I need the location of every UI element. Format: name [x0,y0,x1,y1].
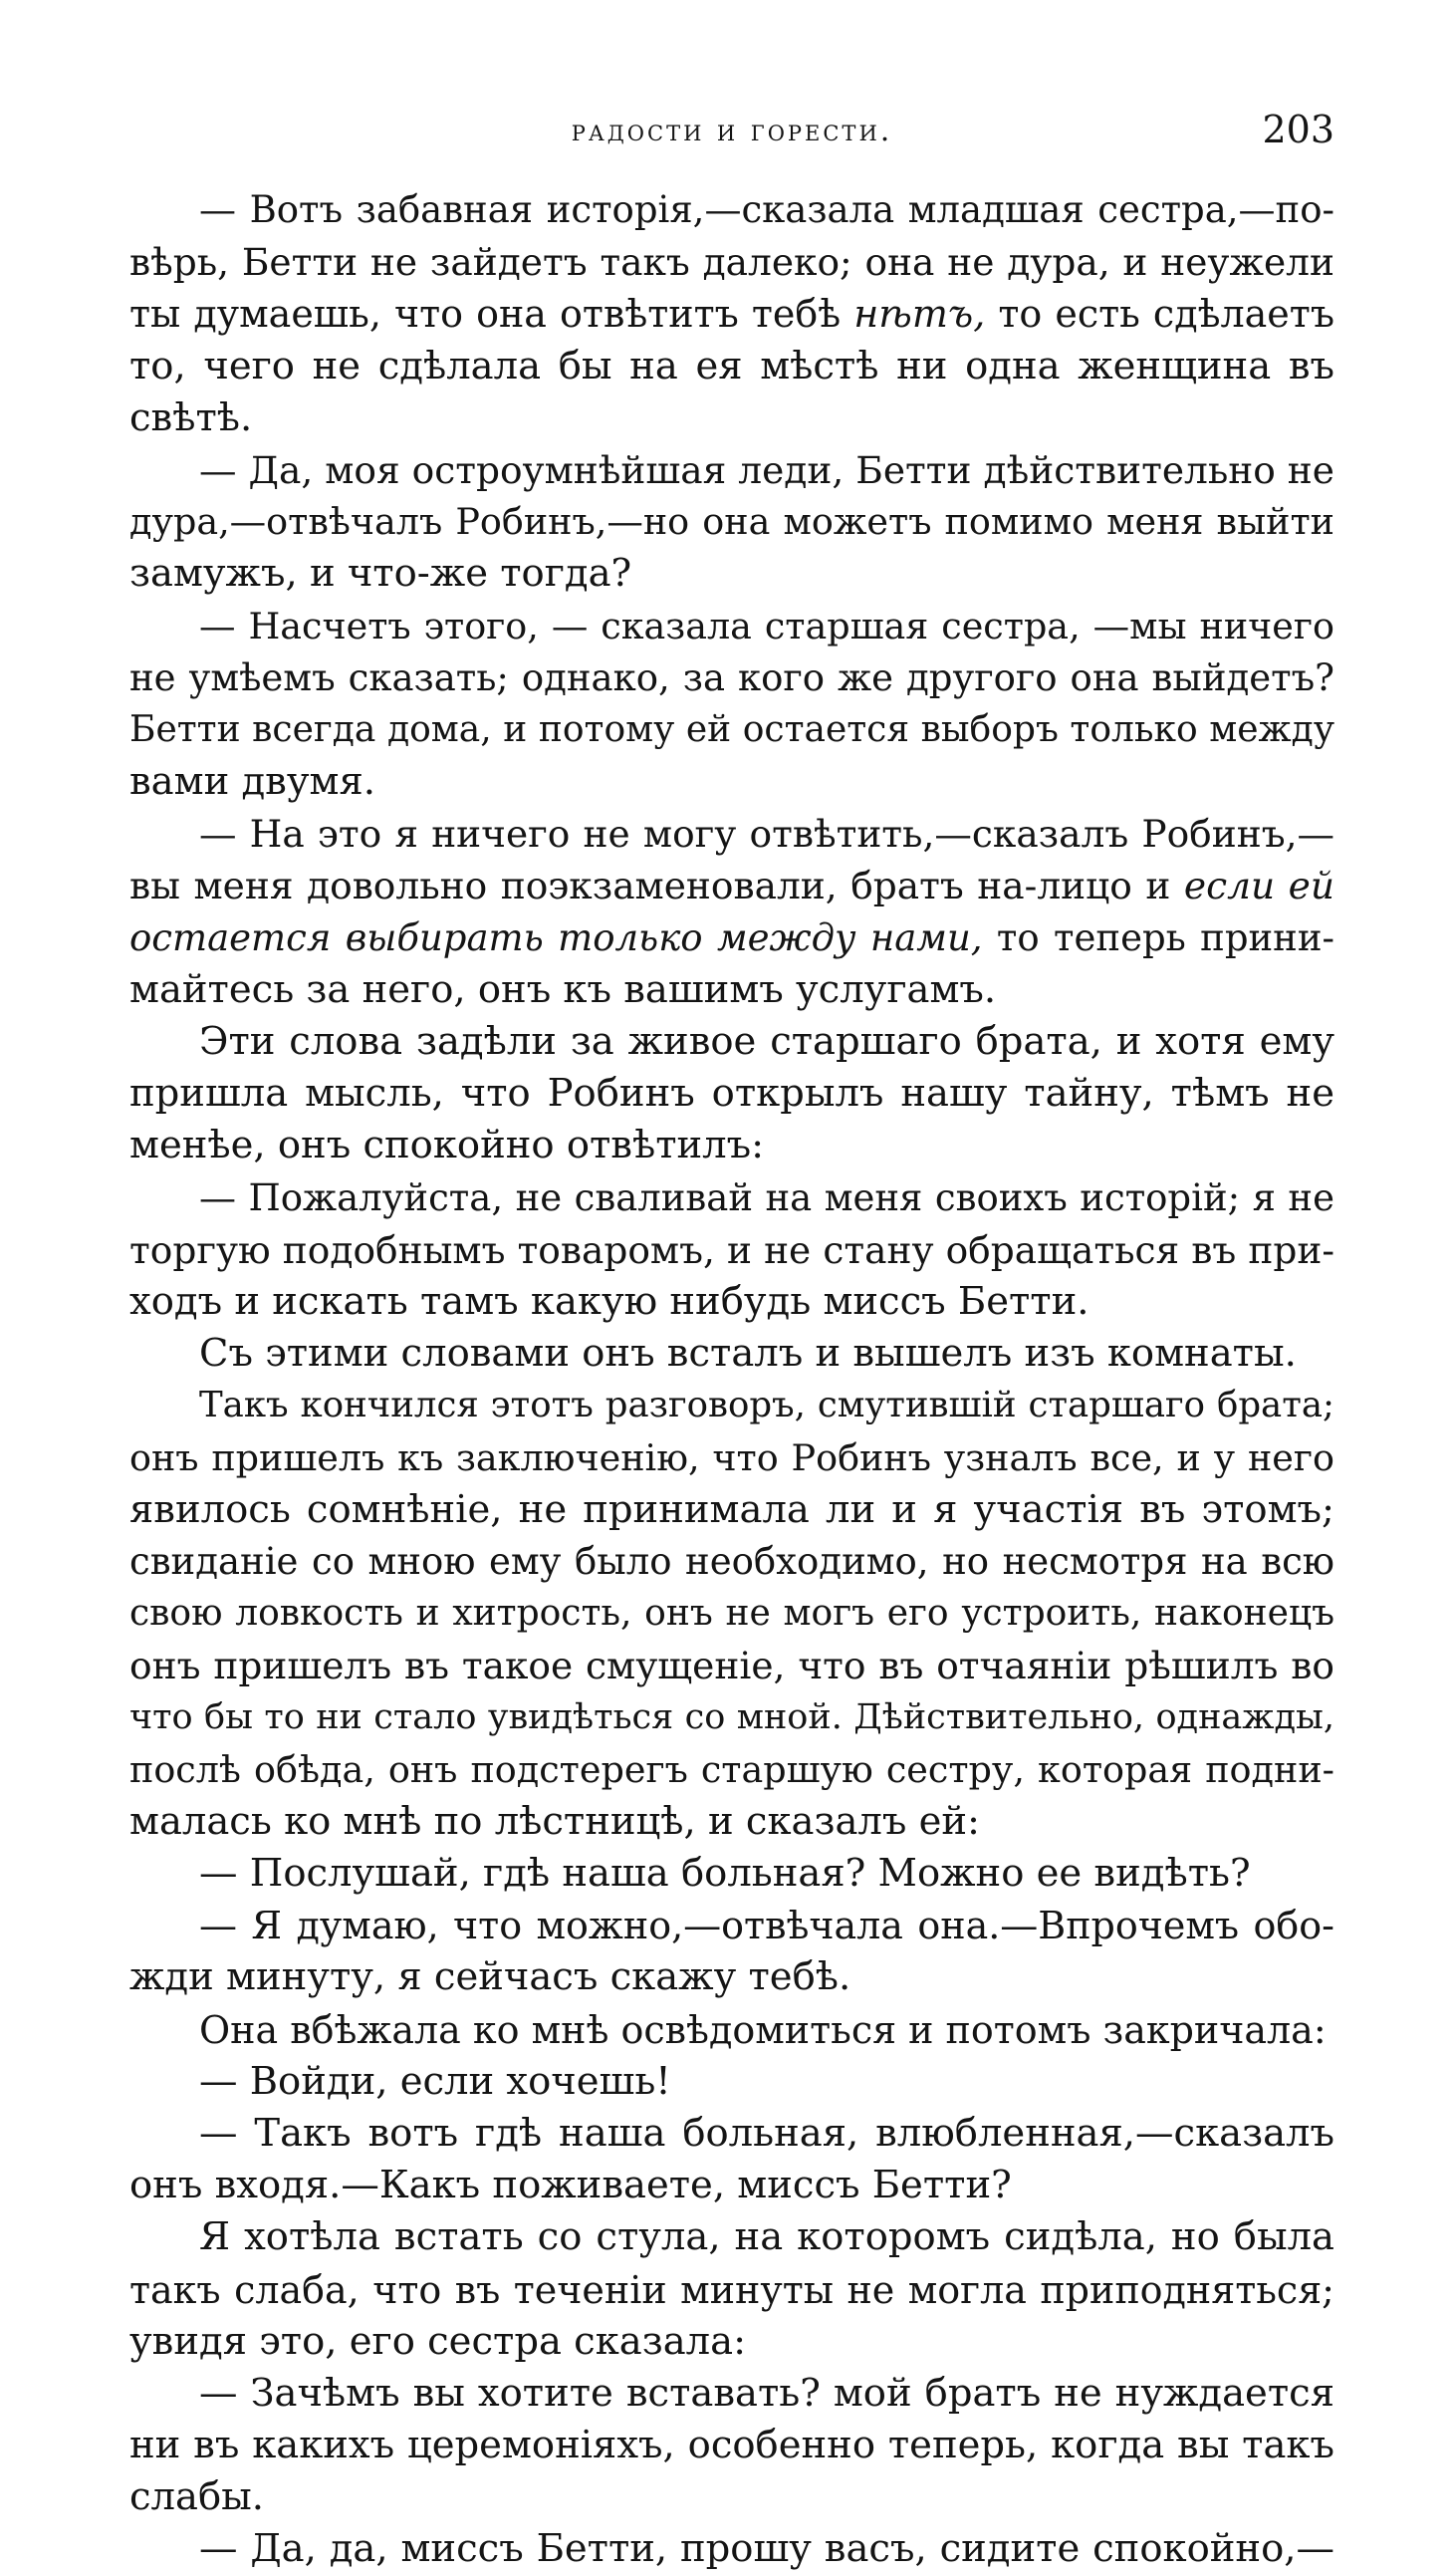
text-line: Съ этими словами онъ всталъ и вышелъ изъ комнаты. [199,1331,1297,1377]
text-line: свиданіе со мною ему было необходимо, но несмотря на всю [129,1539,1334,1583]
italic-span: нѣтъ, [853,292,986,337]
text-span: вы меня довольно поэкзаменовали, братъ на-лицо и [129,864,1184,908]
page-number: 203 [1262,108,1334,151]
text-line: то, чего не сдѣлала бы на ея мѣстѣ ни одна женщина въ [129,343,1334,388]
text-line: — На это я ничего не могу отвѣтить,—сказалъ Робинъ,— [199,812,1334,857]
text-line: онъ пришелъ въ такое смущеніе, что въ отчаяніи рѣшилъ во [129,1644,1334,1688]
text-line: дура,—отвѣчалъ Робинъ,—но она можетъ помимо меня выйти [129,500,1334,544]
text-line: — Послушай, гдѣ наша больная? Можно ее видѣть? [199,1851,1251,1896]
text-span: то есть сдѣлаетъ [985,292,1334,337]
text-line: Такъ кончился этотъ разговоръ, смутившій старшаго брата; [199,1385,1334,1426]
text-line: увидя это, его сестра сказала: [129,2318,747,2364]
text-line: Эти слова задѣли за живое старшаго брата, и хотя ему [199,1019,1334,1064]
text-line: явилось сомнѣніе, не принимала ли и я участія въ этомъ; [129,1486,1334,1532]
running-title: радости и горести. [571,114,893,148]
text-line: слабы. [129,2474,265,2520]
text-line: свою ловкость и хитрость, онъ не могъ его устроить, наконецъ [129,1593,1334,1635]
text-line: онъ входя.—Какъ поживаете, миссъ Бетти? [129,2163,1012,2208]
text-line: — Пожалуйста, не сваливай на меня своихъ исторій; я не [199,1175,1334,1219]
text-line: — Да, моя остроумнѣйшая леди, Бетти дѣйствительно не [199,447,1334,492]
text-line: — Да, да, миссъ Бетти, прошу васъ, сидите спокойно,— [199,2526,1334,2572]
text-line: Я хотѣла встать со стула, на которомъ сидѣла, но была [199,2214,1334,2260]
text-line: торгую подобнымъ товаромъ, и не стану обращаться въ при- [129,1227,1334,1272]
text-line: майтесь за него, онъ къ вашимъ услугамъ. [129,966,997,1012]
text-line: не умѣемъ сказать; однако, за кого же другого она выйдетъ? [129,655,1334,699]
text-line [129,912,1334,964]
text-line [129,860,1334,911]
text-line: — Я думаю, что можно,—отвѣчала она.—Впрочемъ обо- [199,1904,1334,1948]
body-text [129,184,1334,2576]
text-line: послѣ обѣда, онъ подстерегъ старшую сестру, которая подни- [129,1747,1334,1791]
text-line: жди минуту, я сейчасъ скажу тебѣ. [129,1954,851,2000]
text-line: — Такъ вотъ гдѣ наша больная, влюбленная,—сказалъ [199,2110,1334,2156]
text-line: Бетти всегда дома, и потому ей остается выборъ только между [129,708,1334,750]
text-line: такъ слаба, что въ теченіи минуты не могла приподняться; [129,2267,1334,2312]
text-line: Она вбѣжала ко мнѣ освѣдомиться и потомъ закричала: [199,2007,1327,2052]
text-line: замужъ, и что-же тогда? [129,551,632,597]
text-line: вѣрь, Бетти не зайдетъ такъ далеко; она не дура, и неужели [129,240,1334,285]
text-line: — Насчетъ этого, — сказала старшая сестра, —мы ничего [199,604,1334,647]
text-line: ни въ какихъ церемоніяхъ, особенно теперь, когда вы такъ [129,2423,1334,2468]
text-line: свѣтѣ. [129,394,253,440]
text-line: онъ пришелъ къ заключенію, что Робинъ узналъ все, и у него [129,1435,1334,1479]
text-line: малась ко мнѣ по лѣстницѣ, и сказалъ ей: [129,1798,981,1844]
text-span: то теперь прини- [982,915,1334,959]
text-line: пришла мысль, что Робинъ открылъ нашу тайну, тѣмъ не [129,1071,1334,1117]
text-line: ходъ и искать тамъ какую нибудь миссъ Бетти. [129,1278,1089,1324]
text-line [129,288,1334,340]
text-line: — Вотъ забавная исторія,—сказала младшая сестра,—по- [199,188,1334,231]
text-line: что бы то ни стало увидѣться со мной. Дѣйствительно, однажды, [129,1697,1334,1738]
page-header [129,108,1334,167]
text-span: ты думаешь, что она отвѣтитъ тебѣ [129,292,854,337]
italic-span: остается выбирать только между нами, [129,915,983,959]
text-line: вами двумя. [129,759,375,805]
text-line: — Зачѣмъ вы хотите вставать? мой братъ не нуждается [199,2370,1334,2416]
text-line: менѣе, онъ спокойно отвѣтилъ: [129,1123,765,1168]
text-line: — Войди, если хочешь! [199,2058,671,2104]
italic-span: если ей [1183,864,1334,908]
